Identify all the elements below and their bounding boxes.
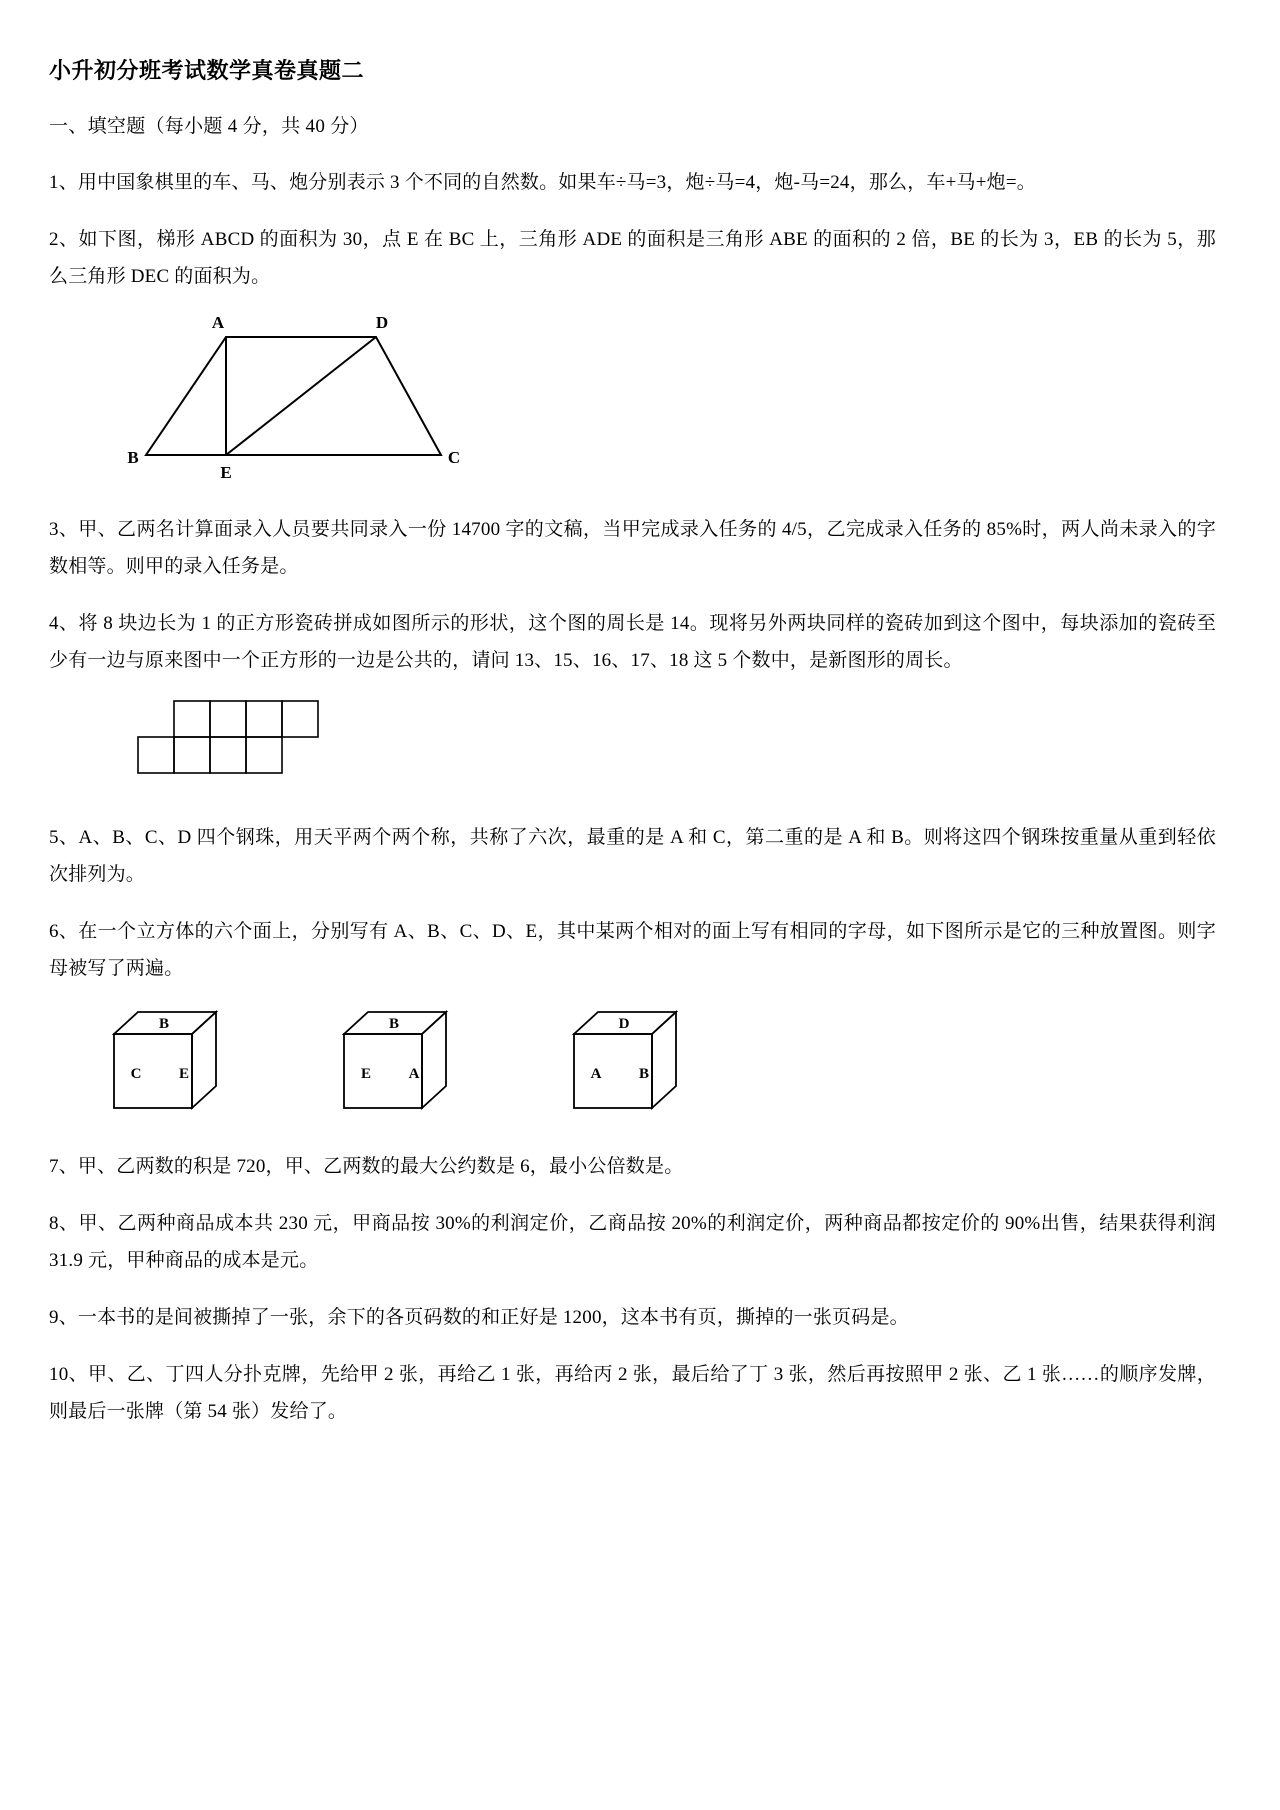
- trapezoid-outline: [146, 337, 441, 455]
- cube-3-svg: [566, 1008, 696, 1118]
- cube-1-top-label: B: [158, 1015, 170, 1032]
- tile-bottom-1: [138, 737, 174, 773]
- question-1: 1、用中国象棋里的车、马、炮分别表示 3 个不同的自然数。如果车÷马=3，炮÷马=4，炮-马=24，那么，车+马+炮=。: [49, 172, 1036, 193]
- question-10: 10、甲、乙、丁四人分扑克牌，先给甲 2 张，再给乙 1 张，再给丙 2 张，最后给了丁 3 张，然后再按照甲 2 张、乙 1 张……的顺序发牌，则最后一张牌（第 54 张）发给了。: [49, 1363, 1216, 1422]
- tile-top-1: [174, 701, 210, 737]
- label-c: C: [447, 448, 461, 468]
- figure-trapezoid-abcd: [106, 315, 526, 485]
- tiles-svg: [134, 699, 384, 779]
- cube-2-svg: [336, 1008, 466, 1118]
- section-heading: 一、填空题（每小题 4 分，共 40 分）: [49, 116, 369, 137]
- page-title: 小升初分班考试数学真卷真题二: [49, 58, 365, 83]
- cube-3-right-face: [652, 1012, 676, 1108]
- figure-cubes: [106, 1008, 1234, 1118]
- trapezoid-svg: [106, 315, 526, 485]
- tile-bottom-4: [246, 737, 282, 773]
- question-7: 7、甲、乙两数的积是 720，甲、乙两数的最大公约数是 6，最小公倍数是。: [49, 1155, 684, 1177]
- question-3: 3、甲、乙两名计算面录入人员要共同录入一份 14700 字的文稿，当甲完成录入任务的 4/5，乙完成录入任务的 85%时，两人尚未录入的字数相等。则甲的录入任务是。: [49, 519, 1216, 578]
- question-2: 2、如下图，梯形 ABCD 的面积为 30，点 E 在 BC 上，三角形 ADE 的面积是三角形 ABE 的面积的 2 倍，BE 的长为 3，EB 的长为 5，那么三角形 DEC 的面积为。: [49, 229, 1216, 288]
- figure-tiles: [134, 699, 394, 789]
- cube-3-right-label: B: [638, 1065, 650, 1082]
- cube-1-right-face: [192, 1012, 216, 1108]
- cube-2: [336, 1008, 466, 1118]
- tile-top-4: [282, 701, 318, 737]
- tile-bottom-2: [174, 737, 210, 773]
- cube-2-right-label: A: [408, 1065, 420, 1082]
- tile-top-3: [246, 701, 282, 737]
- label-d: D: [375, 313, 389, 333]
- tile-top-2: [210, 701, 246, 737]
- label-b: B: [127, 448, 139, 468]
- cube-1-left-label: C: [130, 1065, 142, 1082]
- cube-3-top-label: D: [618, 1015, 630, 1032]
- question-8: 8、甲、乙两种商品成本共 230 元，甲商品按 30%的利润定价，乙商品按 20%的利润定价，两种商品都按定价的 90%出售，结果获得利润 31.9 元，甲种商品的成本是元。: [49, 1212, 1216, 1271]
- cube-1-right-label: E: [178, 1065, 190, 1082]
- tile-bottom-3: [210, 737, 246, 773]
- label-a: A: [211, 313, 225, 333]
- cube-3: [566, 1008, 696, 1118]
- cube-3-left-label: A: [590, 1065, 602, 1082]
- label-e: E: [220, 463, 232, 483]
- question-4: 4、将 8 块边长为 1 的正方形瓷砖拼成如图所示的形状，这个图的周长是 14。现将另外两块同样的瓷砖加到这个图中，每块添加的瓷砖至少有一边与原来图中一个正方形的一边是公共的，请问 13、15、16、17、18 这 5 个数中，是新图形的周长。: [49, 613, 1216, 672]
- question-6: 6、在一个立方体的六个面上，分别写有 A、B、C、D、E，其中某两个相对的面上写有相同的字母，如下图所示是它的三种放置图。则字母被写了两遍。: [49, 921, 1216, 980]
- segment-ed: [226, 337, 376, 455]
- cube-1: [106, 1008, 236, 1118]
- cube-1-svg: [106, 1008, 236, 1118]
- question-5: 5、A、B、C、D 四个钢珠，用天平两个两个称，共称了六次，最重的是 A 和 C，第二重的是 A 和 B。则将这四个钢珠按重量从重到轻依次排列为。: [49, 827, 1216, 886]
- cube-2-left-label: E: [360, 1065, 372, 1082]
- cube-2-top-label: B: [388, 1015, 400, 1032]
- cube-2-right-face: [422, 1012, 446, 1108]
- question-9: 9、一本书的是间被撕掉了一张，余下的各页码数的和正好是 1200，这本书有页，撕掉的一张页码是。: [49, 1306, 909, 1328]
